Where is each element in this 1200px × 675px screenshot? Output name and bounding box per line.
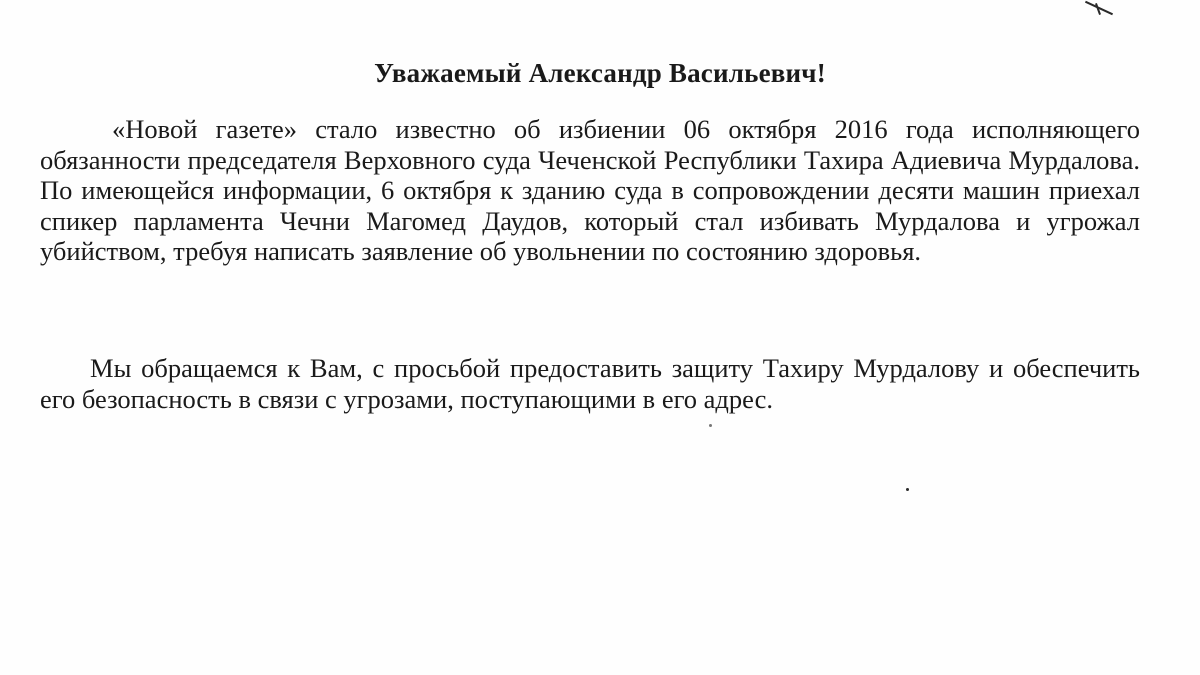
ink-speck <box>709 424 712 427</box>
letter-paragraph-2: Мы обращаемся к Вам, с просьбой предоставить защиту Тахиру Мурдалову и обеспечить его безопасность в связи с угрозами, поступающими в его адрес. <box>40 353 1140 414</box>
ink-speck <box>906 488 909 491</box>
letter-salutation: Уважаемый Александр Васильевич! <box>374 58 826 88</box>
letter-paragraph-1: «Новой газете» стало известно об избиении 06 октября 2016 года исполняющего обязанности председателя Верховного суда Чеченской Республики Тахира Адиевича Мурдалова. По имеющейся информации, 6 октября к зданию суда в сопровождении десяти машин приехал спикер парламента Чечни Магомед Даудов, который стал избивать Мурдалова и угрожал убийством, требуя написать заявление об увольнении по состоянию здоровья. <box>40 114 1140 266</box>
